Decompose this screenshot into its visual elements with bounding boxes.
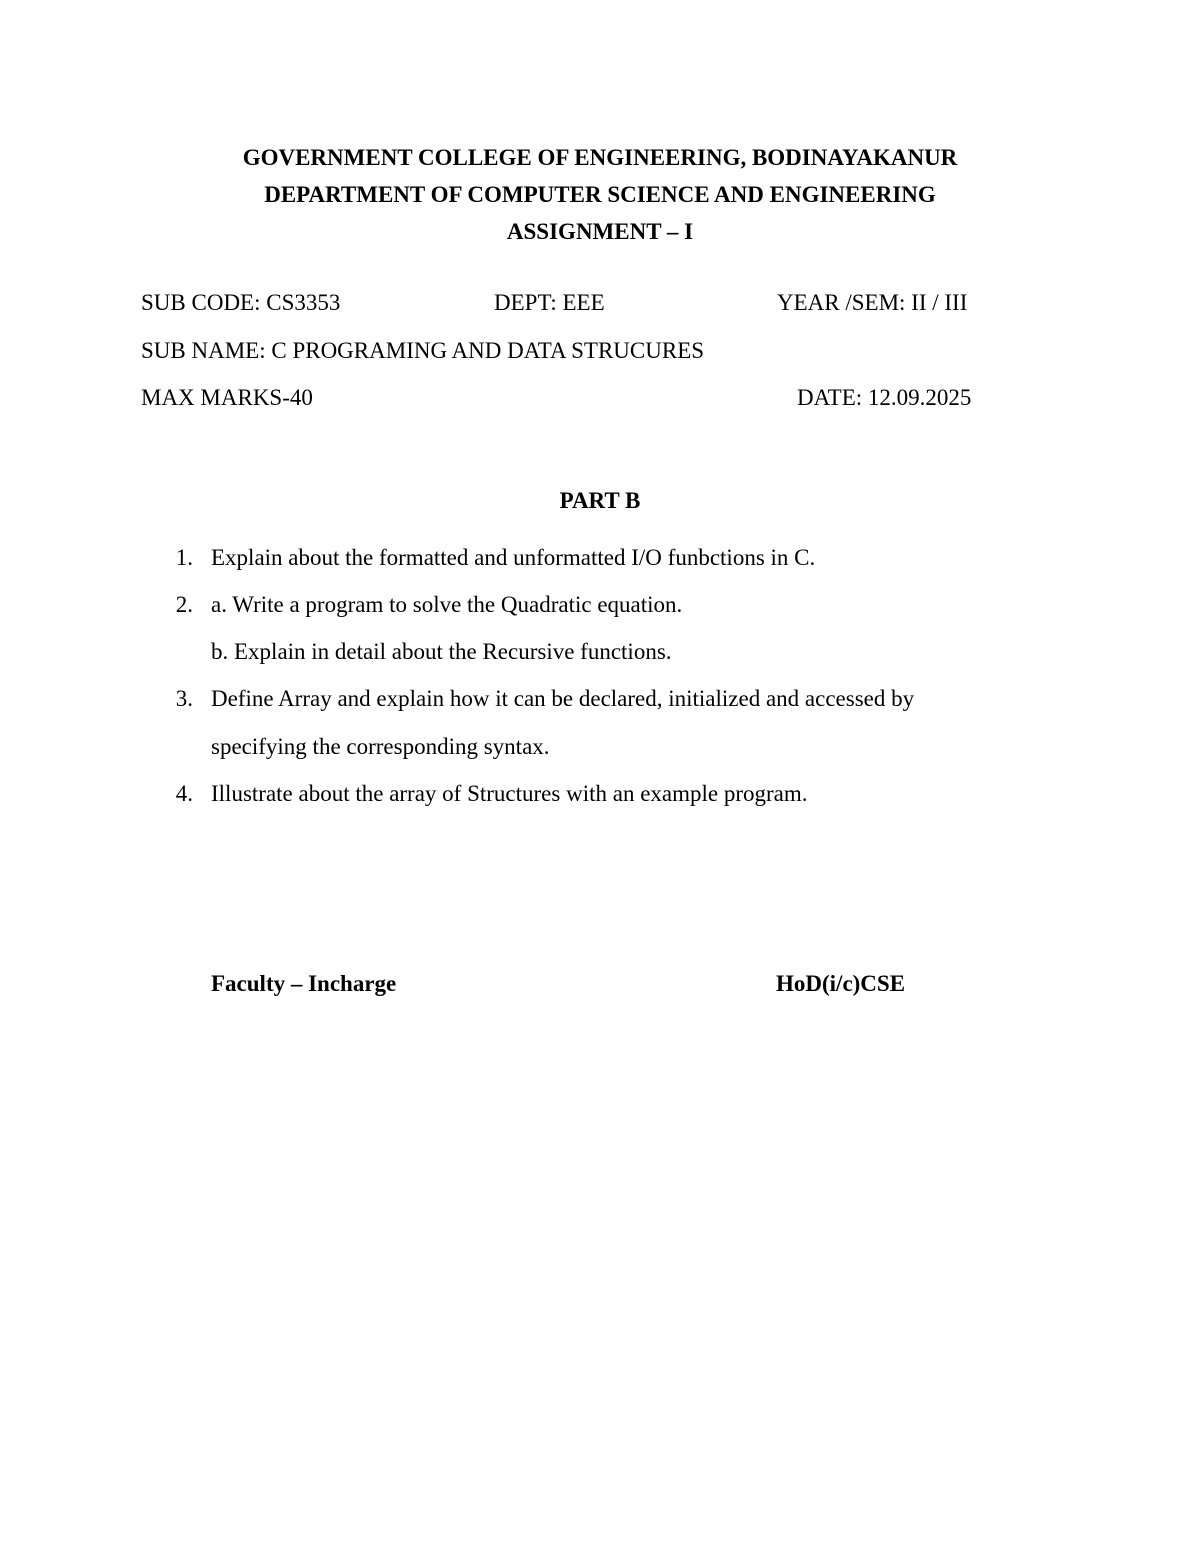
college-name: GOVERNMENT COLLEGE OF ENGINEERING, BODINAYAKANUR — [242, 145, 958, 170]
question-text: Explain about the formatted and unformatted I/O funbctions in C. — [211, 545, 816, 570]
question-text: specifying the corresponding syntax. — [211, 734, 550, 759]
question-text: Illustrate about the array of Structures with an example program. — [211, 781, 808, 806]
dept: DEPT: EEE — [494, 290, 605, 315]
question-text: a. Write a program to solve the Quadratic equation. — [211, 592, 683, 617]
question-number: 3. — [175, 686, 193, 711]
question-number: 4. — [175, 781, 193, 806]
assignment-title: ASSIGNMENT – I — [506, 219, 694, 244]
sub-code: SUB CODE: CS3353 — [141, 290, 341, 315]
question-text: Define Array and explain how it can be declared, initialized and accessed by — [211, 686, 915, 711]
question-number: 2. — [175, 592, 193, 617]
hod-signature-label: HoD(i/c)CSE — [776, 971, 906, 996]
max-marks: MAX MARKS-40 — [141, 385, 313, 410]
question-number: 1. — [175, 545, 193, 570]
year-sem: YEAR /SEM: II / III — [777, 290, 968, 315]
question-text: b. Explain in detail about the Recursive functions. — [211, 639, 672, 664]
date: DATE: 12.09.2025 — [797, 385, 972, 410]
part-title: PART B — [559, 488, 641, 513]
department-name: DEPARTMENT OF COMPUTER SCIENCE AND ENGINEERING — [264, 182, 936, 207]
faculty-signature-label: Faculty – Incharge — [211, 971, 397, 996]
sub-name: SUB NAME: C PROGRAMING AND DATA STRUCURES — [141, 338, 705, 363]
